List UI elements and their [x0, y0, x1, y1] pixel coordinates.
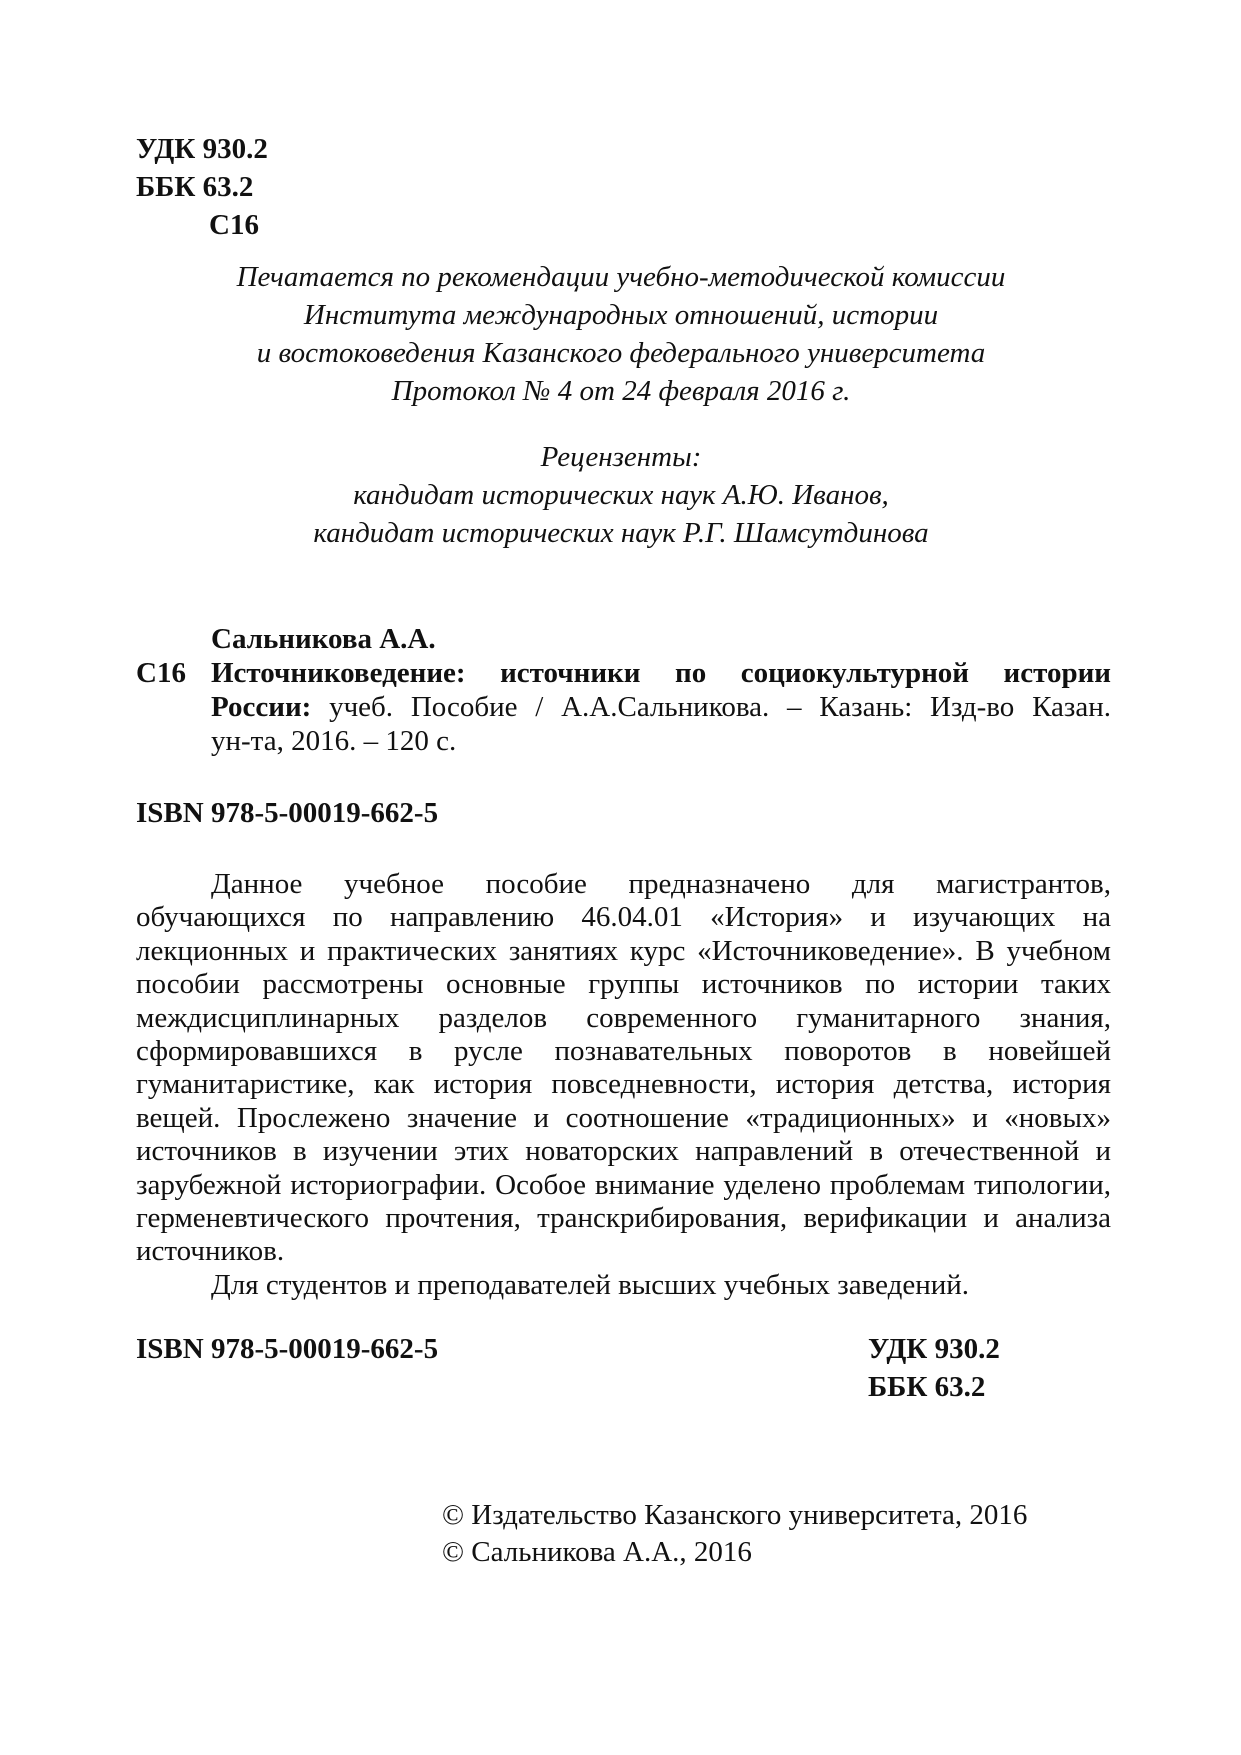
reviewer-1: кандидат исторических наук А.Ю. Иванов, [353, 479, 889, 511]
bbk-footer: ББК 63.2 [868, 1371, 986, 1403]
recommendation-block [136, 258, 1106, 410]
copyright-author: © Сальникова А.А., 2016 [442, 1536, 752, 1568]
udk-code: УДК 930.2 [136, 133, 268, 165]
recommendation-line-3: и востоковедения Казанского федерального университета [256, 337, 986, 369]
bbk-code: ББК 63.2 [136, 171, 254, 203]
reviewers-block [136, 438, 1106, 552]
record-details-1: учеб. Пособие / А.А.Сальникова. – Казань: Изд-во Казан. [329, 691, 1112, 723]
record-title-line-1: Источниковедение: источники по социокультурной истории [211, 657, 1111, 689]
recommendation-line-1: Печатается по рекомендации учебно-методической комиссии [236, 261, 1006, 293]
isbn-footer: ISBN 978-5-00019-662-5 [136, 1333, 439, 1365]
record-title-line-2 [211, 690, 1111, 724]
abstract-paragraph-1: Данное учебное пособие предназначено для магистрантов, обучающихся по направлению 46.04.01 «История» и изучающих на лекционных и практических занятиях курс «Источниковедение». В учебном пособии рассмотрены основные группы источников по истории таких междисциплинарных разделов современного гуманитарного знания, сформировавшихся в русле познавательных поворотов в новейшей гуманитаристике, как история повседневности, история детства, история вещей. Прослежено значение и соотношение «традиционных» и «новых» источников в изучении этих новаторских направлений в отечественной и зарубежной историографии. Особое внимание уделено проблемам типологии, герменевтического прочтения, транскрибирования, верификации и анализа источников. [136, 868, 1111, 1268]
record-details-2: ун-та, 2016. – 120 с. [211, 725, 457, 757]
author-mark: С16 [209, 209, 259, 241]
record-author: Сальникова А.А. [211, 623, 436, 655]
copyright-publisher: © Издательство Казанского университета, 2016 [442, 1499, 1028, 1531]
protocol-line: Протокол № 4 от 24 февраля 2016 г. [391, 375, 851, 407]
abstract [136, 868, 1111, 1302]
record-title-end: России: [211, 691, 312, 723]
reviewer-2: кандидат исторических наук Р.Г. Шамсутдинова [313, 517, 929, 549]
record-mark: С16 [136, 657, 186, 689]
udk-footer: УДК 930.2 [868, 1333, 1000, 1365]
recommendation-line-2: Института международных отношений, истории [303, 299, 939, 331]
reviewers-heading: Рецензенты: [540, 441, 702, 473]
abstract-paragraph-2: Для студентов и преподавателей высших учебных заведений. [211, 1268, 970, 1301]
isbn-top: ISBN 978-5-00019-662-5 [136, 797, 439, 829]
